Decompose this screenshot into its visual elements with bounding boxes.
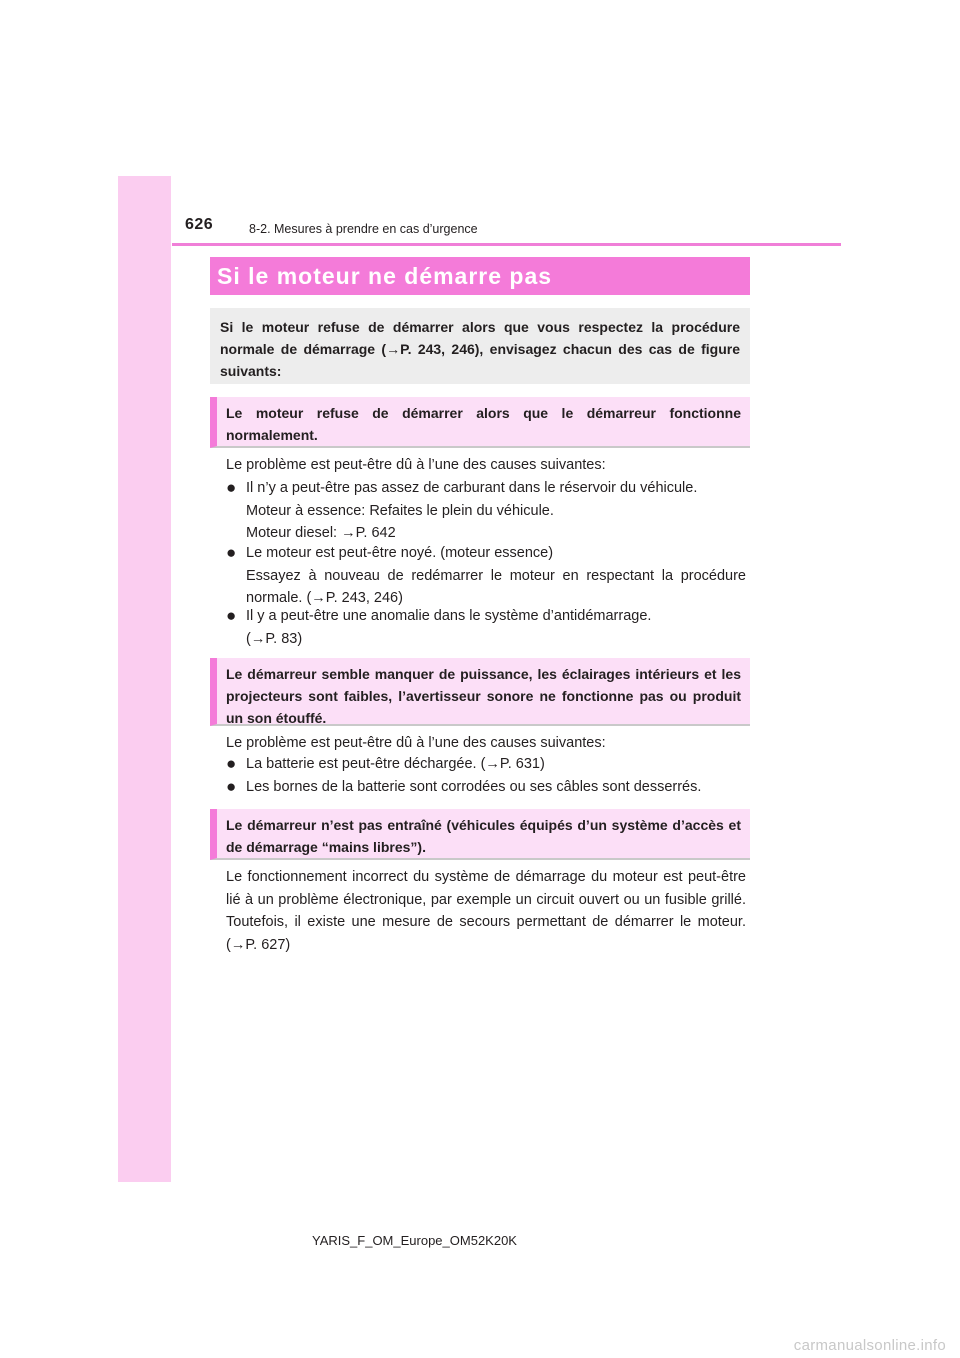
- section-title: 8-2. Mesures à prendre en cas d’urgence: [249, 222, 478, 236]
- footer-document-id: YARIS_F_OM_Europe_OM52K20K: [312, 1233, 517, 1248]
- case-1-bullet-1: [226, 477, 746, 545]
- case-2-title: Le démarreur semble manquer de puissance, les éclairages intérieurs et les projecteurs sont faibles, l’avertisseur sonore ne fonctionne pas ou produit un son étouffé.: [210, 658, 750, 726]
- bullet-line: (→P. 83): [246, 630, 303, 647]
- bullet-line: Le moteur est peut-être noyé. (moteur essence): [246, 545, 554, 561]
- case-2-bullet-1: [226, 753, 746, 776]
- page-number: 626: [185, 216, 214, 233]
- bullet-line: Essayez à nouveau de redémarrer le moteur en respectant la procédure normale. (→P. 243, 246): [246, 567, 746, 606]
- bullet-dot-icon: ●: [226, 606, 237, 625]
- case-2-lead: Le problème est peut-être dû à l’une des causes suivantes:: [226, 735, 606, 751]
- watermark: carmanualsonline.info: [793, 1337, 946, 1354]
- bullet-dot-icon: ●: [226, 543, 237, 562]
- header-rule: [172, 243, 841, 246]
- case-1-lead: Le problème est peut-être dû à l’une des causes suivantes:: [226, 457, 606, 473]
- bullet-line: Il y a peut-être une anomalie dans le système d’antidémarrage.: [246, 608, 652, 624]
- case-3-title: Le démarreur n’est pas entraîné (véhicules équipés d’un système d’accès et de démarrage “mains libres”).: [210, 809, 750, 860]
- bullet-dot-icon: ●: [226, 478, 237, 497]
- bullet-dot-icon: ●: [226, 777, 237, 796]
- case-3-lead: Le fonctionnement incorrect du système de démarrage du moteur est peut-être lié à un problème électronique, par exemple un circuit ouvert ou un fusible grillé. Toutefois, il existe une mesure de secours permettant de démarrer le moteur. (→P. 627): [226, 869, 746, 953]
- bullet-dot-icon: ●: [226, 754, 237, 773]
- page-heading: Si le moteur ne démarre pas: [210, 257, 750, 295]
- bullet-line: Moteur à essence: Refaites le plein du véhicule.: [246, 502, 554, 519]
- case-1-title: Le moteur refuse de démarrer alors que le démarreur fonctionne normalement.: [210, 397, 750, 448]
- bullet-line: Moteur diesel: →P. 642: [246, 525, 396, 541]
- bullet-line: Les bornes de la batterie sont corrodées ou ses câbles sont desserrés.: [246, 779, 702, 795]
- case-2-bullet-2: [226, 776, 746, 799]
- intro-box: Si le moteur refuse de démarrer alors que vous respectez la procédure normale de démarrage (→P. 243, 246), envisagez chacun des cas de figure suivants:: [210, 308, 750, 384]
- case-1-bullet-2: [226, 542, 746, 610]
- side-tab-bar: [118, 176, 171, 1182]
- bullet-line: Il n’y a peut-être pas assez de carburant dans le réservoir du véhicule.: [246, 480, 698, 496]
- bullet-line: La batterie est peut-être déchargée. (→P. 631): [246, 756, 545, 772]
- case-1-bullet-3: [226, 605, 746, 650]
